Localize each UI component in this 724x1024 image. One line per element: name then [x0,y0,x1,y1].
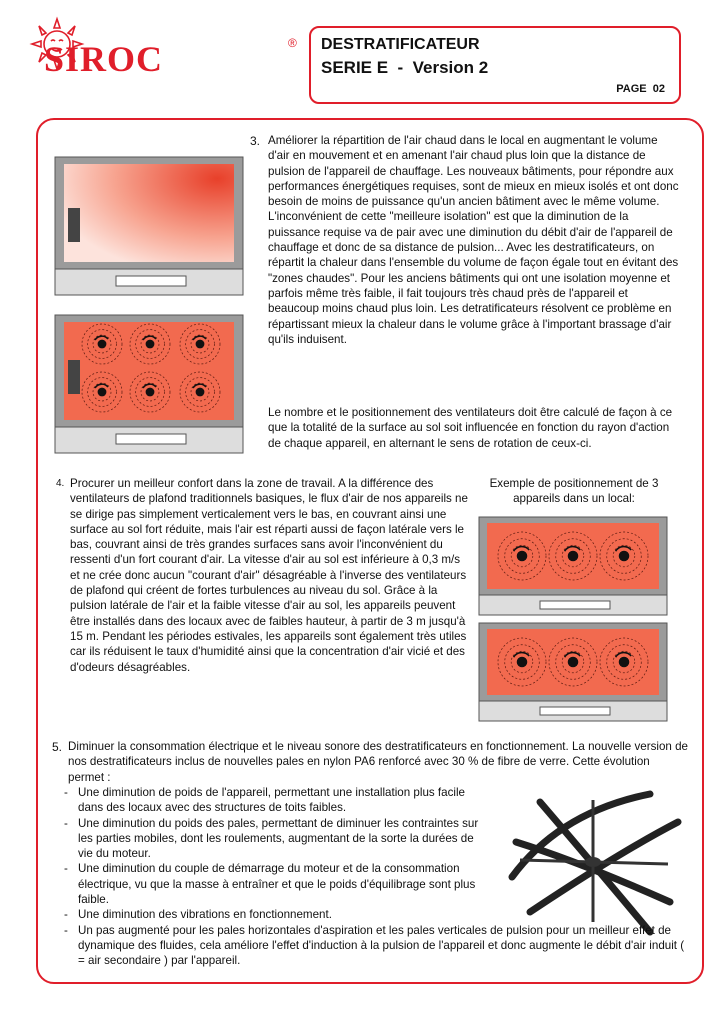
title-box [309,26,681,104]
page-number: PAGE 02 [616,83,665,95]
document-title: DESTRATIFICATEUR [321,36,480,53]
section-3-paragraph-2: Le nombre et le positionnement des ventilateurs doit être calculé de façon à ce que la totalité de la surface au sol soit influencée en fonction du rayon d'action de chaque appareil, en alternant le sens de rotation de ceux-ci. [268,406,673,450]
section-4-number: 4. [56,478,65,489]
room-three-fans-illustration-1 [478,516,668,616]
bullet-item: - Une diminution de poids de l'appareil, permettant une installation plus facile dans des locaux avec des structures de toits faibles. [62,785,484,816]
example-caption: Exemple de positionnement de 3 appareils dans un local: [489,477,659,506]
section-5-intro: Diminuer la consommation électrique et le niveau sonore des destratificateurs en fonctionnement. La nouvelle version de nos destratificateurs inclus de nouvelles pales en nylon PA6 renforcé avec 30 % de fibre de verre. Cette évolution permet : [68,740,688,784]
room-gradient-heat-illustration [54,156,244,296]
section-3-number: 3. [250,134,261,148]
registered-mark: ® [288,36,297,50]
bullet-item: - Une diminution des vibrations en fonctionnement. [62,907,484,922]
room-three-fans-illustration-2 [478,622,668,722]
bullet-item: - Une diminution du poids des pales, permettant de diminuer les contraintes sur les parties mobiles, dont les roulements, augmentant de la sorte la durées de vie du moteur. [62,816,484,862]
brand-logo: SIROC [44,39,164,79]
section-5-number: 5. [52,740,63,754]
fan-blade-propeller-illustration [500,782,686,942]
room-six-fans-illustration [54,314,244,454]
section-3-paragraph-1: Améliorer la répartition de l'air chaud dans le local en augmentant le volume d'air en mouvement et en amenant l'air chaud plus loin que la distance de pulsion de l'appareil de chauffage. Les nouveaux bâtiments, pour répondre aux performances énergétiques requises, sont de mieux en mieux isolés et ont donc besoin de moins de puissance qu'un ancien bâtiment avec le même volume. L'inconvénient de cette "meilleure isolation" est que la diminution de la puissance requise va de pair avec une diminution du débit d'air de l'appareil de chauffage et donc de sa distance de pulsion... Avec les destratificateurs, on répartit la chaleur dans l'ensemble du volume de façon égale tout en évitant des "zones chaudes". Pour les anciens bâtiments qui ont une isolation moyenne et parfois même très faible, il fait toujours très chaud près de l'appareil et beaucoup moins chaud plus loin. Les detratificateurs résolvent ce problème en répartissant mieux la chaleur dans le volume grâce à l'important brassage d'air qu'ils induisent. [268,134,679,346]
section-4-text: Procurer un meilleur confort dans la zone de travail. A la différence des ventilateurs de plafond traditionnels basiques, le flux d'air de nos appareils ne se dirige pas simplement verticalement vers le bas, en couvrant ainsi une surface au sol fort réduite, mais l'air est réparti aussi de façon latérale vers le bas, couvrant ainsi de très grandes surfaces sans avoir l'inconvénient du ressenti d'un fort courant d'air. La vitesse d'air au sol est inférieure à 0,3 m/s et ne crée donc aucun "courant d'air" désagréable à l'inverse des ventilateurs de plafond qui créent de fortes turbulences au niveau du sol. Grâce à la pulsion latérale de l'air et la faible vitesse d'air au sol, les appareils peuvent être installés dans des locaux avec de faibles hauteur, à partir de 3 m jusqu'à 15 m. Pendant les périodes estivales, les appareils sont également très utiles car ils réduisent le taux d'humidité ainsi que la concentration d'air vicié et des d'odeurs désagréables. [70,477,468,674]
bullet-item: - Un pas augmenté pour les pales horizontales d'aspiration et les pales verticales de pulsion pour un meilleur effet de dynamique des fluides, cela améliore l'effet d'induction à la pulsion de l'appareil et donc augmente le débit d'air induit ( = air secondaire ) par l'appareil. [62,923,690,969]
section-5-bullet-list [62,785,685,969]
document-subtitle: SERIE E - Version 2 [321,58,489,77]
bullet-item: - Une diminution du couple de démarrage du moteur et de la consommation électrique, vu que la masse à entraîner et que le poids d'équilibrage sont plus faible. [62,861,484,907]
